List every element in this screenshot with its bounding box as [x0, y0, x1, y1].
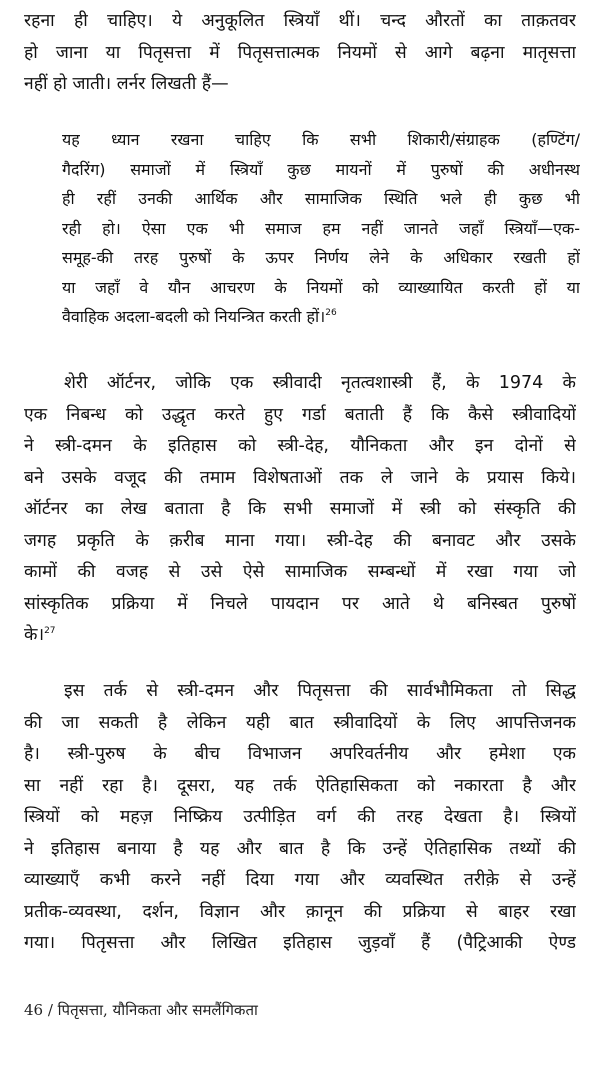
text-line: सा नहीं रहा है। दूसरा, यह तर्क ऐतिहासिकता को नकारता है और	[24, 775, 576, 796]
text-line: शेरी ऑर्टनर, जोकि एक स्त्रीवादी नृतत्वशास्त्री हैं, के 1974 के	[64, 373, 576, 393]
footnote-marker: 26	[325, 308, 337, 318]
text-line: की जा सकती है लेकिन यही बात स्त्रीवादियों के लिए आपत्तिजनक	[24, 712, 576, 733]
block-quote	[62, 125, 580, 332]
text-line: सांस्कृतिक प्रक्रिया में निचले पायदान पर आते थे बनिस्बत पुरुषों	[24, 593, 576, 614]
text-line: एक निबन्ध को उद्धृत करते हुए गर्डा बताती हैं कि कैसे स्त्रीवादियों	[24, 404, 576, 425]
paragraph-1	[24, 6, 576, 101]
paragraph-3	[24, 676, 576, 960]
text-line: है। स्त्री-पुरुष के बीच विभाजन अपरिवर्तनीय और हमेशा एक	[24, 744, 576, 764]
text-line: नहीं हो जाती। लर्नर लिखती हैं—	[24, 74, 229, 94]
text-line: व्याख्याएँ कभी करने नहीं दिया गया और व्यवस्थित तरीक़े से उन्हें	[24, 870, 576, 890]
text-line-last	[24, 620, 576, 652]
quote-line: यह ध्यान रखना चाहिए कि सभी शिकारी/संग्राहक (हण्टिंग/	[62, 130, 580, 149]
quote-line: ही रहीं उनकी आर्थिक और सामाजिक स्थिति भले ही कुछ भी	[62, 189, 580, 208]
text-line: बने उसके वजूद की तमाम विशेषताओं तक ले जाने के प्रयास किये।	[24, 467, 576, 488]
text-line: ऑर्टनर का लेख बताता है कि सभी समाजों में स्त्री को संस्कृति की	[24, 499, 576, 519]
text-line: इस तर्क से स्त्री-दमन और पितृसत्ता की सार्वभौमिकता तो सिद्ध	[64, 681, 576, 701]
quote-line-text: वैवाहिक अदला-बदली को नियन्त्रित करती हों।	[62, 307, 326, 326]
footnote-marker: 27	[44, 626, 56, 636]
quote-line: या जहाँ वे यौन आचरण के नियमों को व्याख्यायित करती हों या	[62, 277, 580, 297]
quote-line: गैदरिंग) समाजों में स्त्रियाँ कुछ मायनों में पुरुषों की अधीनस्थ	[62, 159, 580, 179]
quote-line: समूह-की तरह पुरुषों के ऊपर निर्णय लेने के अधिकार रखती हों	[62, 248, 580, 267]
text-line: स्त्रियों को महज़ निष्क्रिय उत्पीड़ित वर्ग की तरह देखता है। स्त्रियों	[24, 807, 576, 827]
text-line: हो जाना या पितृसत्ता में पितृसत्तात्मक नियमों से आगे बढ़ना मातृसत्ता	[24, 42, 576, 63]
paragraph-2	[24, 368, 576, 652]
page-footer: 46 / पितृसत्ता, यौनिकता और समलैंगिकता	[24, 1001, 258, 1019]
text-line-content: के।	[24, 625, 45, 645]
text-line: ने इतिहास बनाया है यह और बात है कि उन्हें ऐतिहासिक तथ्यों की	[24, 838, 576, 859]
text-line: गया। पितृसत्ता और लिखित इतिहास जुड़वाँ हैं (पैट्रिआकी ऐण्ड	[24, 933, 576, 953]
text-line: ने स्त्री-दमन के इतिहास को स्त्री-देह, यौनिकता और इन दोनों से	[24, 436, 576, 456]
text-line: प्रतीक-व्यवस्था, दर्शन, विज्ञान और क़ानून की प्रक्रिया से बाहर रखा	[24, 901, 576, 922]
quote-line: रही हो। ऐसा एक भी समाज हम नहीं जानते जहाँ स्त्रियाँ—एक-	[62, 218, 580, 238]
text-line: रहना ही चाहिए। ये अनुकूलित स्त्रियाँ थीं। चन्द औरतों का ताक़तवर	[24, 11, 576, 31]
text-line: कामों की वजह से उसे ऐसे सामाजिक सम्बन्धों में रखा गया जो	[24, 562, 576, 582]
quote-line-last	[62, 302, 580, 332]
text-line: जगह प्रकृति के क़रीब माना गया। स्त्री-देह की बनावट और उसके	[24, 530, 576, 551]
